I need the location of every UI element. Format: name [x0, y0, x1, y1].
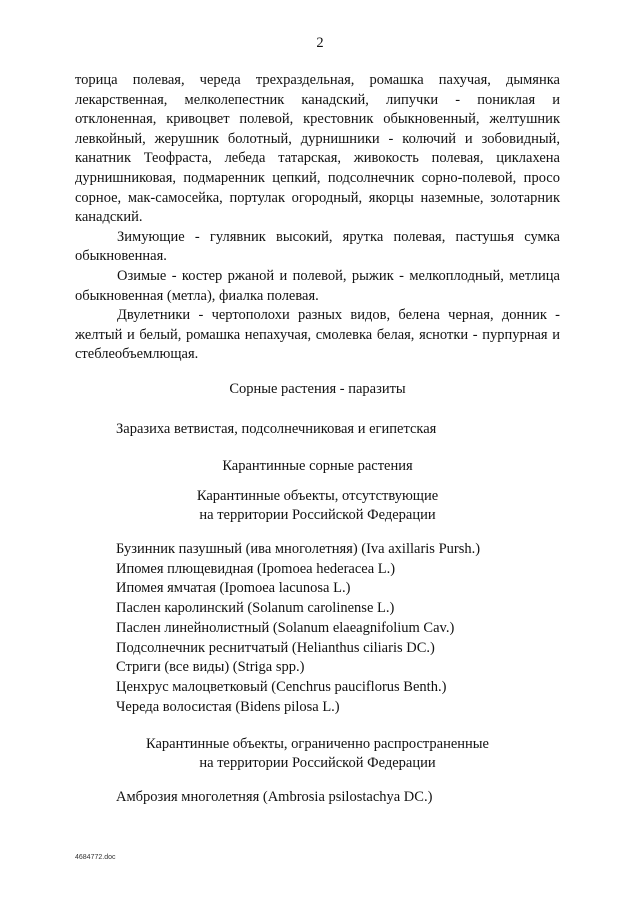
document-id-footer: 4684772.doc — [75, 854, 116, 861]
list-item: Паслен линейнолистный (Solanum elaeagnifolium Cav.) — [116, 619, 455, 636]
list-item: Череда волосистая (Bidens pilosa L.) — [116, 698, 340, 715]
paragraph-biennials: Двулетники - чертополохи разных видов, белена черная, донник - желтый и белый, ромашка непахучая, смолевка белая, яснотки - пурпурная и стеблеобъемлющая. — [75, 307, 560, 363]
list-item: Подсолнечник реснитчатый (Helianthus ciliaris DC.) — [116, 639, 435, 656]
page-number: 2 — [316, 35, 324, 51]
limited-species-item: Амброзия многолетняя (Ambrosia psilostachya DC.) — [116, 789, 433, 805]
parasites-text: Заразиха ветвистая, подсолнечниковая и египетская — [116, 421, 437, 437]
list-item: Ипомея плющевидная (Ipomoea hederacea L.) — [116, 560, 396, 577]
heading-limited-line1: Карантинные объекты, ограниченно распространенные — [146, 736, 489, 752]
heading-absent-line1: Карантинные объекты, отсутствующие — [196, 488, 439, 504]
paragraph-wintering: Зимующие - гулявник высокий, ярутка полевая, пастушья сумка обыкновенная. — [75, 228, 560, 265]
paragraph-winter-annuals: Озимые - костер ржаной и полевой, рыжик - мелкоплодный, метлица обыкновенная (метла), фиалка полевая. — [75, 267, 560, 304]
heading-limited-line2: на территории Российской Федерации — [199, 755, 436, 771]
list-item: Паслен каролинский (Solanum carolinense L.) — [116, 600, 395, 617]
list-item: Стриги (все виды) (Striga spp.) — [116, 659, 305, 676]
absent-species-list — [116, 540, 480, 717]
list-item: Ипомея ямчатая (Ipomoea lacunosa L.) — [116, 580, 351, 597]
heading-quarantine: Карантинные сорные растения — [222, 458, 413, 474]
paragraph-weeds-continued: торица полевая, череда трехраздельная, ромашка пахучая, дымянка лекарственная, мелколепестник канадский, липучки - пониклая и отклоненная, кривоцвет полевой, крестовник обыкновенный, желтушник левкойный, жерушник болотный, дурнишники - колючий и зобовидный, канатник Теофраста, лебеда татарская, живокость полевая, циклахена дурнишниковая, подмаренник цепкий, подсолнечник сорно-полевой, просо сорное, мак-самосейка, портулак огородный, якорцы наземные, золотарник канадский. — [75, 72, 560, 226]
heading-parasites: Сорные растения - паразиты — [229, 381, 406, 397]
list-item: Бузинник пазушный (ива многолетняя) (Iva axillaris Pursh.) — [116, 541, 481, 557]
list-item: Ценхрус малоцветковый (Cenchrus pauciflorus Benth.) — [116, 678, 447, 695]
body-text — [75, 71, 560, 365]
heading-absent-line2: на территории Российской Федерации — [199, 507, 436, 523]
